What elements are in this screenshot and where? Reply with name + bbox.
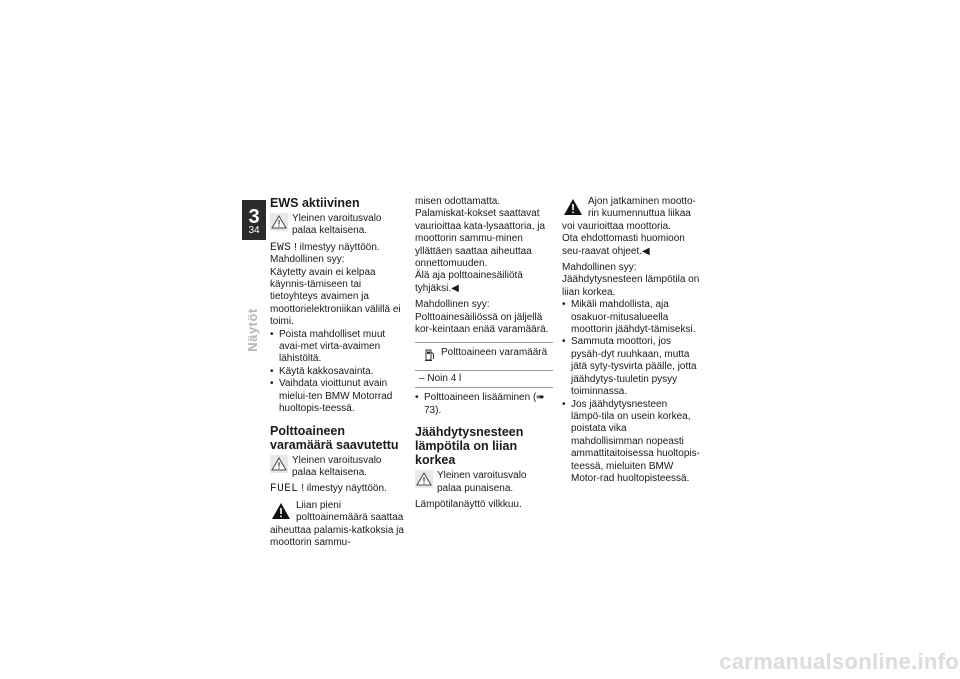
fuel-danger: Liian pieni polttoainemäärä saattaa aiheuttaa palamis-katkoksia ja moottorin sammu- bbox=[270, 499, 404, 548]
coolant-heading: Jäähdytysnesteen lämpötila on liian korkea bbox=[415, 425, 524, 468]
fuel-danger-continued: misen odottamatta. Palamiskat-kokset saattavat vaurioittaa kata-lysaattoria, ja moottorin sammu-minen yllättäen saattaa aiheuttaa onnettomuuden. bbox=[415, 196, 546, 270]
list-item: • Sammuta moottori, jos pysäh-dyt ruuhkaan, mutta jätä syty-tysvirta päälle, jotta jäähdytys-tuuletin pysyy toiminnassa. bbox=[562, 336, 700, 398]
list-item: • Poista mahdolliset muut avai-met virta-avaimen lähistöltä. bbox=[270, 329, 408, 366]
fuel-warning: Yleinen varoitusvalo palaa keltaisena. bbox=[270, 455, 408, 480]
coolant-cause: Jäähdytysnesteen lämpötila on liian korkea. bbox=[562, 274, 700, 298]
warning-triangle-icon bbox=[270, 455, 288, 473]
ews-code-line: EWS ! ilmestyy näyttöön. bbox=[270, 241, 380, 254]
coolant-line: Lämpötilanäyttö vilkkuu. bbox=[415, 498, 522, 510]
fuel-bullets bbox=[415, 392, 553, 417]
fuel-reserve-spec bbox=[415, 342, 553, 388]
fuel-code-line: FUEL ! ilmestyy näyttöön. bbox=[270, 483, 387, 496]
coolant-warning: Yleinen varoitusvalo palaa punaisena. bbox=[415, 470, 553, 495]
fuel-pump-icon bbox=[425, 347, 435, 365]
coolant-bullets bbox=[562, 299, 700, 485]
column-1 bbox=[270, 196, 408, 549]
list-item: • Vaihdata vioittunut avain mielui-ten BMW Motorrad huoltopis-teessä. bbox=[270, 378, 408, 415]
coolant-danger: Ajon jatkaminen mootto-rin kuumennuttua liikaa voi vaurioittaa moottoria. bbox=[562, 196, 696, 232]
watermark: carmanualsonline.info bbox=[719, 649, 959, 674]
warning-triangle-icon bbox=[415, 470, 433, 488]
column-3 bbox=[562, 196, 700, 485]
ews-cause: Käytetty avain ei kelpaa käynnis-tämiseen tai tietoyhteys avaimen ja moottorielektroniikan välillä ei toimi. bbox=[270, 266, 401, 328]
fuel-cause: Polttoainesäiliössä on jäljellä kor-keintaan enää varamäärä. bbox=[415, 311, 549, 336]
list-item: • Mikäli mahdollista, aja osakuor-mitusalueella moottorin jäähdyt-tämiseksi. bbox=[562, 299, 700, 336]
ews-warning: Yleinen varoitusvalo palaa keltaisena. bbox=[270, 213, 408, 238]
chapter-title: Näytöt bbox=[245, 308, 260, 352]
coolant-danger-note: Ota ehdottomasti huomioon seu-raavat ohjeet.◀ bbox=[562, 233, 685, 257]
page-number: 34 bbox=[248, 225, 260, 236]
spec-value: – Noin 4 l bbox=[419, 372, 462, 384]
fuel-cause-label: Mahdollinen syy: bbox=[415, 299, 490, 311]
list-item: • Polttoaineen lisääminen (➠ 73). bbox=[415, 392, 553, 417]
spec-label: Polttoaineen varamäärä bbox=[441, 347, 548, 359]
danger-triangle-icon bbox=[270, 500, 292, 522]
list-item: • Jos jäähdytysnesteen lämpö-tila on usein korkea, poistata vika mahdollisimman nopeasti ammattitaitoisessa huoltopis-teessä, mieluiten BMW Motor-rad huoltopisteessä. bbox=[562, 399, 700, 486]
column-2 bbox=[415, 196, 553, 511]
ews-cause-label: Mahdollinen syy: bbox=[270, 254, 345, 266]
fuel-heading: Polttoaineen varamäärä saavutettu bbox=[270, 423, 399, 452]
list-item: • Käytä kakkosavainta. bbox=[270, 366, 408, 378]
warning-triangle-icon bbox=[270, 213, 288, 231]
chapter-tab: 3 bbox=[242, 200, 266, 240]
ews-heading: EWS aktiivinen bbox=[270, 196, 360, 210]
fuel-danger-note: Älä aja polttoainesäiliötä tyhjäksi.◀ bbox=[415, 270, 523, 294]
ews-bullets bbox=[270, 329, 408, 416]
danger-triangle-icon bbox=[562, 196, 584, 218]
coolant-cause-label: Mahdollinen syy: bbox=[562, 262, 637, 274]
